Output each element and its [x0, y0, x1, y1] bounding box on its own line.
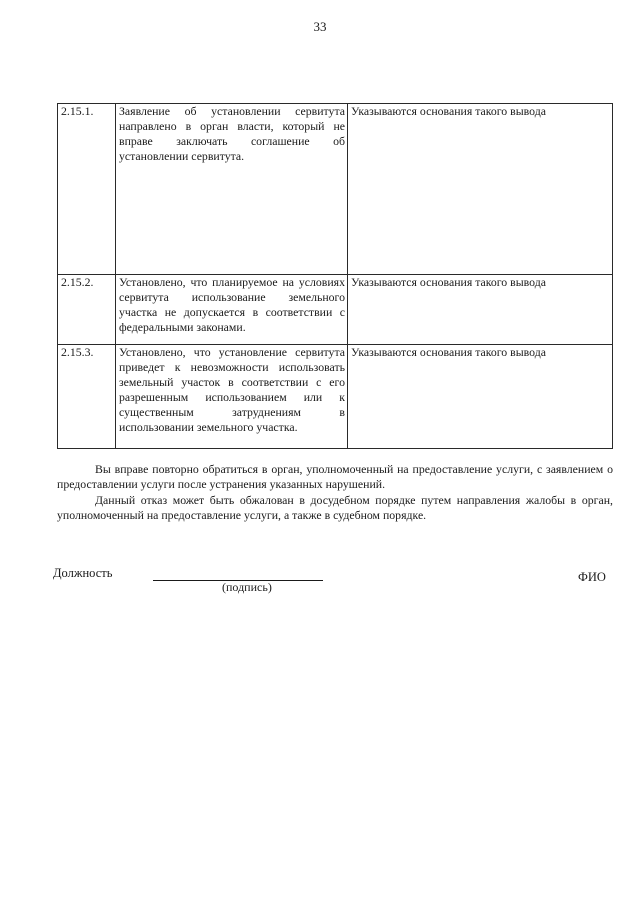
- row-number: 2.15.1.: [58, 104, 116, 275]
- table-row: [58, 275, 613, 345]
- name-label: ФИО: [578, 570, 606, 584]
- row-description: Заявление об установлении сервитута направлено в орган власти, который не вправе заключать соглашение об установлении сервитута.: [116, 104, 348, 275]
- appeal-paragraph: Данный отказ может быть обжалован в досудебном порядке путем направления жалобы в орган, уполномоченный на предоставление услуги, а также в судебном порядке.: [57, 493, 613, 522]
- row-basis: Указываются основания такого вывода: [348, 345, 613, 449]
- row-basis: Указываются основания такого вывода: [348, 275, 613, 345]
- row-number: 2.15.2.: [58, 275, 116, 345]
- table-row: [58, 104, 613, 275]
- row-number: 2.15.3.: [58, 345, 116, 449]
- page-number: 33: [313, 19, 327, 34]
- row-basis: Указываются основания такого вывода: [348, 104, 613, 275]
- row-description: Установлено, что планируемое на условиях сервитута использование земельного участка не допускается в соответствии с федеральными законами.: [116, 275, 348, 345]
- signature-caption: (подпись): [222, 580, 272, 594]
- reapply-paragraph: Вы вправе повторно обратиться в орган, уполномоченный на предоставление услуги, с заявлением о предоставлении услуги после устранения указанных нарушений.: [57, 462, 613, 491]
- table-row: [58, 345, 613, 449]
- refusal-reasons-table: [57, 103, 613, 449]
- position-label: Должность: [53, 566, 113, 580]
- row-description: Установлено, что установление сервитута приведет к невозможности использовать земельный участок в соответствии с его разрешенным использованием или к существенным затруднениям в использовании земельного участка.: [116, 345, 348, 449]
